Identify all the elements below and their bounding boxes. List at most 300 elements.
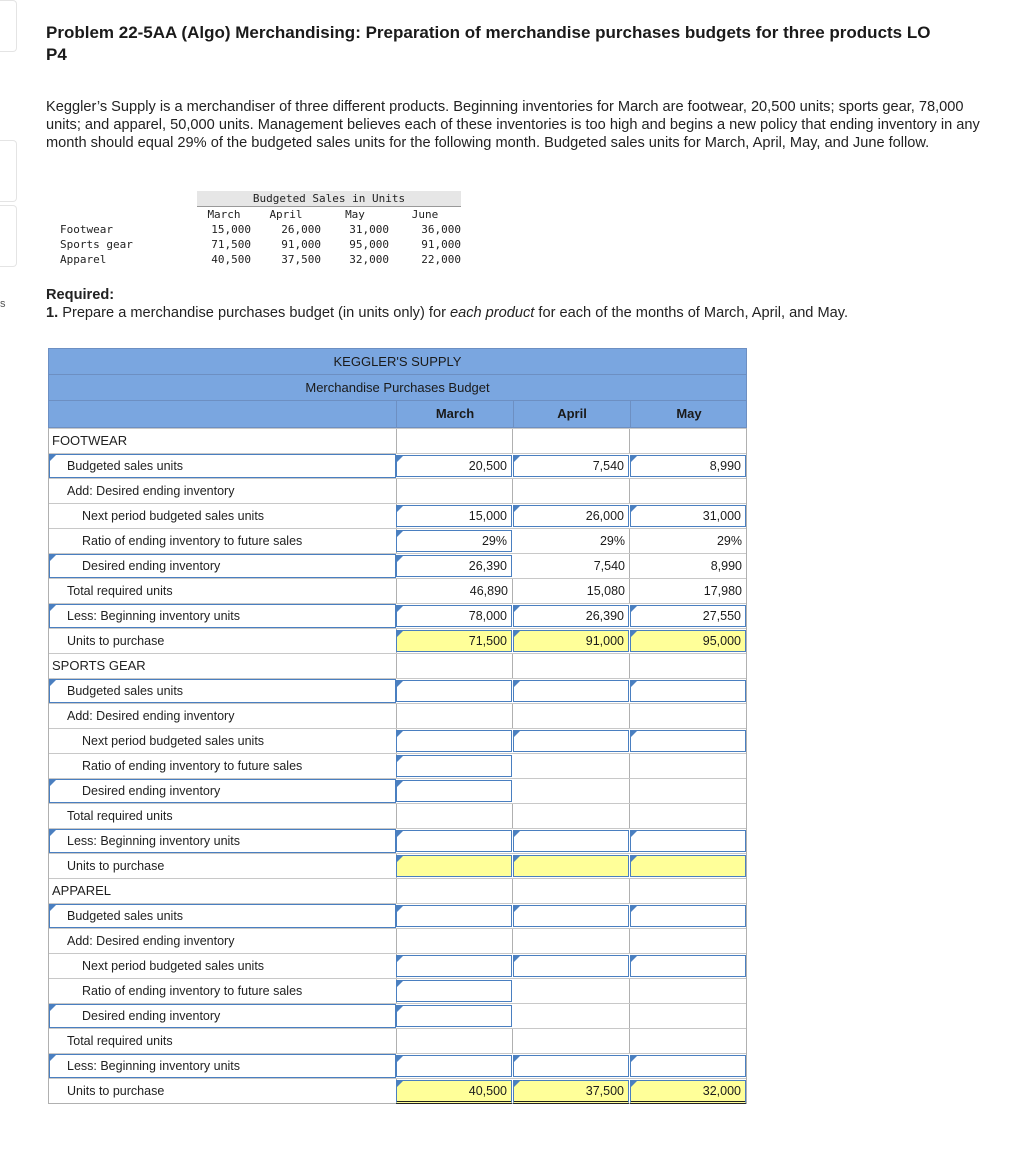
value-cell [513,804,630,828]
cell-value [625,709,629,723]
input-marker-icon [631,906,637,912]
cell-value: 26,390 [468,559,507,573]
value-cell [396,929,513,953]
cell-value: 27,550 [702,609,741,623]
value-cell[interactable] [396,530,512,552]
section-title: SPORTS GEAR [52,658,146,673]
value-cell[interactable] [630,505,746,527]
value-cell [396,804,513,828]
cell-value: 26,390 [585,609,624,623]
budgeted-sales-table [56,191,461,267]
cell-value [625,784,629,798]
cell-value [625,984,629,998]
row-label: Total required units [67,584,173,598]
cell-value [625,934,629,948]
cell-value [508,1034,512,1048]
input-marker-icon [397,1056,403,1062]
value-cell [513,704,630,728]
value-cell[interactable] [630,855,746,877]
value-cell [630,1004,747,1028]
budget-row [49,928,746,953]
budget-row [49,578,746,603]
cell-value: 29% [599,534,625,548]
value-cell[interactable] [396,905,512,927]
input-marker-icon [514,681,520,687]
given-value: 91,000 [281,238,321,251]
cell-value [507,684,511,698]
value-cell[interactable] [630,830,746,852]
input-marker-icon [397,1081,403,1087]
row-label: Ratio of ending inventory to future sales [82,534,303,548]
budget-header [48,348,747,428]
empty-cell [396,429,513,453]
cell-value [625,809,629,823]
cell-value [741,859,745,873]
value-cell [630,979,747,1003]
value-cell[interactable] [396,730,512,752]
value-cell[interactable] [396,855,512,877]
value-cell[interactable] [396,955,512,977]
budget-row [49,1053,746,1078]
cell-value [508,709,512,723]
value-cell[interactable] [513,1080,629,1104]
cell-value: 78,000 [468,609,507,623]
given-row-apparel [56,252,461,267]
cell-value: 29% [716,534,742,548]
input-marker-icon [631,1056,637,1062]
value-cell[interactable] [630,455,746,477]
cell-value [741,909,745,923]
value-cell[interactable] [630,680,746,702]
budget-row [49,478,746,503]
required-heading: Required: [46,287,115,303]
cell-value [507,984,511,998]
input-marker-icon [514,1056,520,1062]
row-label: Desired ending inventory [82,1009,221,1023]
input-marker-icon [50,605,56,611]
given-row-label: Sports gear [60,238,133,251]
input-marker-icon [514,456,520,462]
cell-value [507,734,511,748]
row-label: Units to purchase [67,859,165,873]
cell-value: 40,500 [468,1084,507,1098]
input-marker-icon [50,1055,56,1061]
given-value: 32,000 [349,253,389,266]
row-label: Ratio of ending inventory to future sales [82,984,303,998]
cell-value [507,784,511,798]
section-header-row [49,653,746,678]
cell-value [507,1009,511,1023]
value-cell [513,529,630,553]
problem-intro: Keggler’s Supply is a merchandiser of three different products. Beginning inventories for March are footwear, 20,500 units; sports gear, 78,000 units; and apparel, 50,000 units. Management believes each of these inventories is too high and begins a new policy that ending inventory in any month should equal 29% of the budgeted sales units for the following month. Budgeted sales units for March, April, May, and June follow. [46,99,980,151]
cell-value [742,784,746,798]
input-marker-icon [50,905,56,911]
input-marker-icon [397,556,403,562]
value-cell [396,479,513,503]
empty-cell [513,654,630,678]
value-cell[interactable] [396,1005,512,1027]
company-name: KEGGLER'S SUPPLY [49,349,746,375]
required-text: Prepare a merchandise purchases budget (in units only) for [58,305,450,321]
value-cell [630,754,747,778]
cell-value: 15,000 [468,509,507,523]
input-marker-icon [397,631,403,637]
input-marker-icon [514,606,520,612]
cell-value [741,1059,745,1073]
value-cell [630,804,747,828]
column-header-march: March [396,401,513,427]
value-cell[interactable] [513,505,629,527]
row-label: Add: Desired ending inventory [67,934,235,948]
budget-row [49,453,746,478]
value-cell [513,979,630,1003]
value-cell[interactable] [396,605,512,627]
empty-cell [630,879,747,903]
value-cell[interactable] [513,680,629,702]
row-label: Total required units [67,1034,173,1048]
budget-row [49,803,746,828]
budget-row [49,503,746,528]
cell-value [507,909,511,923]
row-label: Ratio of ending inventory to future sales [82,759,303,773]
cell-value [625,759,629,773]
row-label: Less: Beginning inventory units [67,1059,241,1073]
input-marker-icon [50,455,56,461]
required-text-end: for each of the months of March, April, and May. [534,305,849,321]
cell-value: 15,080 [586,584,625,598]
cell-value [507,959,511,973]
cell-value [625,484,629,498]
value-cell[interactable] [630,955,746,977]
input-marker-icon [397,681,403,687]
cell-value [742,1034,746,1048]
budget-row [49,953,746,978]
input-marker-icon [631,606,637,612]
cell-value: 37,500 [585,1084,624,1098]
cell-value: 8,990 [709,459,741,473]
row-label: Less: Beginning inventory units [67,609,241,623]
value-cell [396,579,513,603]
column-headers [49,401,746,427]
budget-row [49,778,746,803]
row-label: Desired ending inventory [82,784,221,798]
empty-cell [630,429,747,453]
budget-title: Merchandise Purchases Budget [49,375,746,401]
value-cell [513,779,630,803]
input-marker-icon [514,906,520,912]
input-marker-icon [397,981,403,987]
cell-value [625,1034,629,1048]
cell-value [624,734,628,748]
cell-value [625,1009,629,1023]
value-cell[interactable] [396,680,512,702]
value-cell[interactable] [396,780,512,802]
row-label: Budgeted sales units [67,909,184,923]
input-marker-icon [397,831,403,837]
value-cell [630,554,747,578]
value-cell[interactable] [630,630,746,652]
required-number: 1. [46,305,59,321]
input-marker-icon [514,731,520,737]
input-marker-icon [50,555,56,561]
cell-value [742,709,746,723]
input-marker-icon [397,456,403,462]
side-letter: s [0,298,6,310]
cell-value [508,934,512,948]
value-cell[interactable] [513,605,629,627]
row-label: Next period budgeted sales units [82,734,265,748]
row-label: Units to purchase [67,634,165,648]
row-label: Units to purchase [67,1084,165,1098]
budget-row [49,753,746,778]
given-value: 36,000 [421,223,461,236]
row-label: Add: Desired ending inventory [67,709,235,723]
input-marker-icon [514,956,520,962]
value-cell[interactable] [396,1080,512,1104]
budget-row [49,603,746,628]
input-marker-icon [631,506,637,512]
budget-row [49,828,746,853]
value-cell[interactable] [513,955,629,977]
row-label: Add: Desired ending inventory [67,484,235,498]
cell-value: 91,000 [585,634,624,648]
value-cell [513,554,630,578]
section-title: FOOTWEAR [52,433,128,448]
value-cell [513,579,630,603]
value-cell[interactable] [396,505,512,527]
input-marker-icon [397,1006,403,1012]
value-cell[interactable] [630,1080,746,1104]
input-marker-icon [50,830,56,836]
cell-value [624,684,628,698]
row-label: Total required units [67,809,173,823]
value-cell [513,1004,630,1028]
cell-value: 26,000 [585,509,624,523]
input-marker-icon [397,756,403,762]
cell-value [624,859,628,873]
cell-value: 46,890 [469,584,508,598]
input-marker-icon [631,731,637,737]
value-cell[interactable] [396,755,512,777]
cell-value [742,484,746,498]
input-marker-icon [50,680,56,686]
cell-value: 95,000 [702,634,741,648]
cell-value: 31,000 [702,509,741,523]
input-marker-icon [397,506,403,512]
month-header: April [269,208,303,221]
cell-value: 71,500 [468,634,507,648]
value-cell[interactable] [396,555,512,577]
value-cell [513,1029,630,1053]
cell-value: 32,000 [702,1084,741,1098]
given-value: 22,000 [421,253,461,266]
required-block [46,286,848,322]
cell-value [742,934,746,948]
input-marker-icon [514,856,520,862]
cell-value [624,909,628,923]
value-cell [513,754,630,778]
value-cell[interactable] [396,630,512,652]
value-cell[interactable] [513,830,629,852]
value-cell[interactable] [513,905,629,927]
budget-row [49,528,746,553]
input-marker-icon [631,631,637,637]
budget-row [49,678,746,703]
budget-row [49,1003,746,1028]
cell-value: 29% [481,534,507,548]
value-cell[interactable] [396,455,512,477]
budget-row [49,728,746,753]
value-cell [396,704,513,728]
row-label: Next period budgeted sales units [82,509,265,523]
required-text-italic: each product [449,305,535,321]
cell-value [624,834,628,848]
column-header-may: May [630,401,747,427]
cell-value [624,1059,628,1073]
row-label: Next period budgeted sales units [82,959,265,973]
input-marker-icon [397,856,403,862]
given-row-sports-gear [56,237,461,252]
cell-value [742,759,746,773]
row-label: Budgeted sales units [67,459,184,473]
input-marker-icon [514,506,520,512]
input-marker-icon [397,606,403,612]
value-cell[interactable] [630,605,746,627]
cell-value: 7,540 [592,459,624,473]
left-edge-tabs [0,0,18,400]
input-marker-icon [631,831,637,837]
input-marker-icon [514,831,520,837]
value-cell[interactable] [396,1055,512,1077]
cell-value [508,484,512,498]
cell-value [507,834,511,848]
given-value: 71,500 [211,238,251,251]
cell-value [742,984,746,998]
given-row-label: Footwear [60,223,113,236]
cell-value [742,1009,746,1023]
value-cell[interactable] [630,905,746,927]
empty-cell [630,654,747,678]
section-header-row [49,878,746,903]
given-value: 31,000 [349,223,389,236]
row-label: Budgeted sales units [67,684,184,698]
budget-row [49,1078,746,1103]
month-header: March [207,208,241,221]
value-cell [630,929,747,953]
given-row-label: Apparel [60,253,107,266]
input-marker-icon [50,1005,56,1011]
left-tab[interactable] [0,140,17,202]
budget-row [49,853,746,878]
value-cell [513,929,630,953]
given-value: 40,500 [211,253,251,266]
budget-grid [48,428,747,1104]
value-cell [630,529,747,553]
value-cell [630,779,747,803]
budget-row [49,553,746,578]
budget-row [49,628,746,653]
cell-value [741,734,745,748]
budgeted-sales-header: Budgeted Sales in Units [197,191,461,207]
value-cell[interactable] [513,455,629,477]
budget-row [49,1028,746,1053]
input-marker-icon [631,956,637,962]
input-marker-icon [397,781,403,787]
value-cell[interactable] [396,830,512,852]
cell-value: 8,990 [710,559,742,573]
input-marker-icon [514,631,520,637]
cell-value [507,859,511,873]
value-cell[interactable] [513,1055,629,1077]
purchases-budget [48,348,747,1104]
cell-value [742,809,746,823]
input-marker-icon [397,956,403,962]
value-cell [630,704,747,728]
empty-cell [396,654,513,678]
budget-row [49,703,746,728]
value-cell[interactable] [513,855,629,877]
cell-value [741,959,745,973]
input-marker-icon [397,731,403,737]
input-marker-icon [514,1081,520,1087]
input-marker-icon [631,456,637,462]
month-header: June [411,208,439,221]
given-value: 91,000 [421,238,461,251]
given-value: 26,000 [281,223,321,236]
cell-value [508,809,512,823]
empty-cell [513,429,630,453]
cell-value [741,834,745,848]
input-marker-icon [397,906,403,912]
value-cell [513,479,630,503]
left-tab[interactable] [0,205,17,267]
given-value: 95,000 [349,238,389,251]
cell-value [741,684,745,698]
value-cell[interactable] [396,980,512,1002]
value-cell[interactable] [630,730,746,752]
cell-value [507,1059,511,1073]
value-cell[interactable] [513,730,629,752]
value-cell[interactable] [630,1055,746,1077]
value-cell [396,1029,513,1053]
month-header: May [345,208,365,221]
budget-row [49,903,746,928]
empty-cell [513,879,630,903]
section-header-row [49,428,746,453]
section-title: APPAREL [52,883,112,898]
cell-value [507,759,511,773]
value-cell[interactable] [513,630,629,652]
input-marker-icon [631,681,637,687]
input-marker-icon [50,780,56,786]
budget-row [49,978,746,1003]
cell-value [624,959,628,973]
value-cell [630,1029,747,1053]
given-value: 15,000 [211,223,251,236]
input-marker-icon [631,856,637,862]
row-label: Less: Beginning inventory units [67,834,241,848]
left-tab[interactable] [0,0,17,52]
problem-title: Problem 22-5AA (Algo) Merchandising: Preparation of merchandise purchases budgets for three products LO P4 [46,23,931,64]
empty-cell [396,879,513,903]
cell-value: 17,980 [703,584,742,598]
cell-value: 7,540 [593,559,625,573]
input-marker-icon [631,1081,637,1087]
row-label: Desired ending inventory [82,559,221,573]
input-marker-icon [397,531,403,537]
given-value: 37,500 [281,253,321,266]
value-cell [630,479,747,503]
